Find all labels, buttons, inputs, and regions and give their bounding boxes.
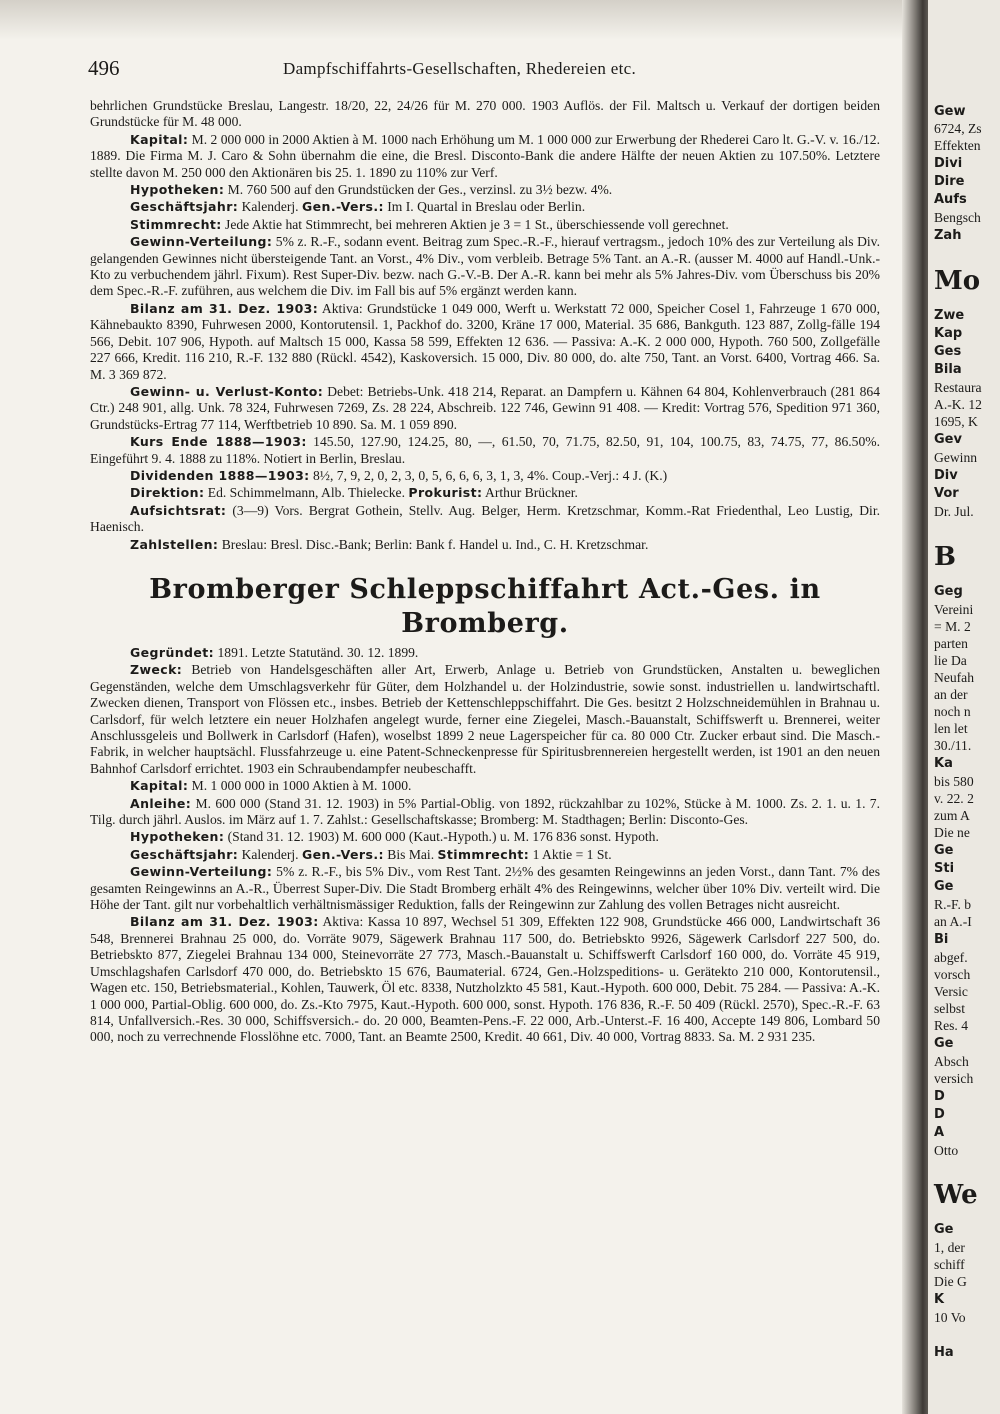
- label-gewinn-verteilung-2: Gewinn-Verteilung:: [130, 864, 273, 880]
- neighbor-line: an A.-I: [934, 914, 972, 929]
- text-bilanz-2: Aktiva: Kassa 10 897, Wechsel 51 309, Effekten 122 908, Grundstücke 466 000, Landwirtschaft 36 548, Brennerei Brahnau 25 000, do. Vorräte 9079, Sägewerk Brahnau 117 500, do. Betriebskto 9926, Sägewerk Carlsdorf 227 500, do. Betriebskto 877, Ziegelei Brahnau 134 000, Steinevorräte 27 773, Masch.-Bauanstalt u. Schiffswerft Carlsdorf 160 000, do. Vorräte 45 919, Umschlagshafen Carlsdorf 470 000, do. Betriebskto 15 676, Baumaterial. 6724, Gen.-Holzspeditions- u. Gerätekto 210 000, Kontorutensil., Wagen etc. 150, Betriebsmaterial., Kohlen, Tauwerk, Öl etc. 8338, Nutzholzkto 45 581, Kaut.-Hypoth. 600 000, Debit. 75 284. — Passiva: A.-K. 1 000 000, Partial-Oblig. 600 000, do. Zs.-Kto 7975, Kaut.-Hypoth. 600 000, sonst. Hypoth. 176 836, R.-F. 50 409 (Rückl. 2570), Spec.-R.-F. 63 814, Unfallversich.-Res. 30 000, Schiffsversich.- do. 20 000, Beamten-Pens.-F. 22 000, Arb.-Unterst.-F. 16 400, Accepte 149 806, Lombard 50 000, noch zu verrechnende Flosslöhne etc. 7000, Tant. an Beamte 2500, Kredit. 40 661, Div. 40 000, Vortrag 8833. Sa. M. 2 931 235.: [90, 914, 881, 1045]
- neighbor-line: len let: [934, 721, 968, 736]
- neighbor-line: bis 580: [934, 774, 974, 789]
- adjacent-page-edge: [928, 0, 1000, 1414]
- neighbor-line: D: [934, 1107, 945, 1122]
- page-body: [90, 98, 880, 1047]
- text-aufsichtsrat: (3—9) Vors. Bergrat Gothein, Stellv. Aug. Belger, Herm. Kretzschmar, Komm.-Rat Friedenthal, Leo Lustig, Dir. Haenisch.: [90, 502, 880, 535]
- text-hypotheken-2: (Stand 31. 12. 1903) M. 600 000 (Kaut.-Hypoth.) u. M. 176 836 sonst. Hypoth.: [227, 829, 659, 845]
- neighbor-line: Kap: [934, 326, 963, 341]
- paragraph-zahlstellen: [90, 537, 880, 553]
- neighbor-line: Effekten: [934, 138, 981, 153]
- label-prokurist: Prokurist:: [408, 485, 483, 501]
- neighbor-line: Die ne: [934, 825, 970, 840]
- text-geschaeftsjahr-2: Kalenderj.: [241, 846, 299, 862]
- neighbor-line: Vereini: [934, 602, 974, 617]
- neighbor-line: Mo: [934, 266, 981, 296]
- neighbor-line: Die G: [934, 1274, 967, 1289]
- neighbor-line: Ge: [934, 1036, 954, 1051]
- paragraph-aufsichtsrat: [90, 503, 880, 536]
- label-kapital-2: Kapital:: [130, 778, 189, 794]
- neighbor-line: Ges: [934, 344, 962, 359]
- neighbor-line: zum A: [934, 808, 970, 823]
- neighbor-line: schiff: [934, 1257, 965, 1272]
- neighbor-line: 30./11.: [934, 738, 972, 753]
- text-kapital-2: M. 1 000 000 in 1000 Aktien à M. 1000.: [191, 778, 412, 794]
- label-zweck: Zweck:: [130, 662, 183, 678]
- neighbor-line: D: [934, 1089, 945, 1104]
- label-gewinn-verteilung: Gewinn-Verteilung:: [130, 234, 273, 250]
- paragraph-gewinn-verteilung: [90, 234, 880, 300]
- paragraph-bilanz-2: [90, 914, 880, 1045]
- neighbor-line: Ge: [934, 1222, 954, 1237]
- neighbor-line: A: [934, 1125, 945, 1140]
- neighbor-line: Versic: [934, 984, 968, 999]
- neighbor-line: Zwe: [934, 308, 965, 323]
- neighbor-line: Absch: [934, 1054, 969, 1069]
- label-bilanz-2: Bilanz am 31. Dez. 1903:: [130, 914, 319, 930]
- paragraph-gewinn-verlust: [90, 384, 880, 433]
- neighbor-line: Zah: [934, 228, 962, 243]
- paragraph-stimmrecht: [90, 217, 880, 233]
- text-zweck: Betrieb von Handelsgeschäften aller Art, Erwerb, Anlage u. Betrieb von Grundstücken, Anstalten u. beweglichen Gegenständen, welche dem Umschlagsverkehr für Güter, dem Holzhandel u. der Holzindustrie, sowie sonst. industriellen u. landwirtschaftl. Zwecken dienen, Transport von Flössen etc., insbes. Betrieb der Kettenschleppschiffahrt. Die Ges. besitzt 2 Holzschneidemühlen in Brahnau u. Carlsdorf, für welch letztere ein neuer Holzhafen angelegt wurde, ferner eine Ziegelei, Masch.-Bauanstalt, Schiffswerft u. Brennerei, weiter Anschlussgeleis und Bollwerk in Carlsdorf (Hafen), woselbst 1899 2 neue Lagerspeicher für ca. 80 000 Ctr. Zucker erbaut sind. Die Masch.-Fabrik, in welcher hauptsächl. Flussfahrzeuge u. eine Patent-Schneckenpresse für Spiritusbrennereien hergestellt werden, ist 1901 an den neuen Bahnhof Carlsdorf errichtet. 1903 ein Schraubendampfer neubeschafft.: [90, 662, 880, 776]
- text-gewinn-verteilung: 5% z. R.-F., sodann event. Beitrag zum Spec.-R.-F., hierauf vertragsm., jedoch 10% des zur Verteilung als Div. gelangenden Gewinnes nicht übersteigende Tant. an Vorst., 4% Div., vom verbleib. Betrage 5% Tant. an A.-R. (ausser M. 4000 auf Handl.-Unk.-Kto zu verbuchendem jährl. Fixum). Rest Super-Div. bezw. nach G.-V.-B. Der A.-R. kann bei mehr als 5% Jahres-Div. vom Überschuss bis 20% dem Spec.-R.-F. zuführen, aus welchem die Div. im Fall bis auf 5% ergänzt werden kann.: [90, 234, 880, 299]
- text-direktion: Ed. Schimmelmann, Alb. Thielecke.: [207, 485, 405, 501]
- neighbor-line: Bengsch: [934, 210, 981, 225]
- neighbor-line: Vor: [934, 486, 959, 501]
- neighbor-line: Dire: [934, 174, 965, 189]
- text-gen-vers-2: Bis Mai.: [387, 846, 435, 862]
- neighbor-line: abgef.: [934, 950, 968, 965]
- text-anleihe: M. 600 000 (Stand 31. 12. 1903) in 5% Partial-Oblig. von 1892, rückzahlbar zu 102%, Stücke à M. 1000. Zs. 2. 1. u. 1. 7. Tilg. durch jährl. Auslos. im März auf 1. 7. Zahlst.: Gesellschaftskasse; Bromberg: M. Stadthagen; Berlin: Disconto-Ges.: [90, 795, 880, 828]
- label-gen-vers: Gen.-Vers.:: [301, 199, 384, 215]
- text-kapital: M. 2 000 000 in 2000 Aktien à M. 1000 nach Erhöhung um M. 1 000 000 zur Erwerbung der Rhederei Caro lt. G.-V. v. 16./12. 1889. Die Firma M. J. Caro & Sohn übernahm die eine, die Bresl. Disconto-Bank die andere Hälfte der neuen Aktien zu 107.50%. Letztere stellte davon M. 250 000 den Aktionären bis 25. 1. 1890 zu 110% zur Verf.: [90, 131, 880, 180]
- neighbor-line: Gev: [934, 432, 962, 447]
- paragraph-geschaeftsjahr: [90, 199, 880, 215]
- neighbor-line: Res. 4: [934, 1018, 968, 1033]
- text-stimmrecht: Jede Aktie hat Stimmrecht, bei mehreren Aktien je 3 = 1 St., überschiessende voll gerechnet.: [225, 216, 729, 232]
- book-gutter: [902, 0, 928, 1414]
- neighbor-line: 1, der: [934, 1240, 965, 1255]
- text-bilanz: Aktiva: Grundstücke 1 049 000, Werft u. Werkstatt 72 000, Speicher Cosel 1, Fahrzeuge 1 670 000, Kähnebaukto 8390, Fuhrwesen 2000, Kontorutensil. 1, Packhof do. 3200, Kräne 17 000, Material. 35 686, Bankguth. 123 887, Zollg-fälle 194 566, Debit. 107 906, Hypoth. auf Maltsch 15 000, Kassa 58 599, Effekten 12 636. — Passiva: A.-K. 2 000 000, Hypoth. 760 500, Zollgefälle 227 666, Kredit. 116 210, R.-F. 132 880 (Rückl. 4542), Kaskoversich. 15 000, Div. 80 000, do. alte 750, Tant. an Vorst. 6400, Vortrag 466. Sa. M. 3 369 872.: [90, 300, 881, 382]
- label-gen-vers-2: Gen.-Vers.:: [301, 846, 384, 862]
- paragraph-kurs: [90, 434, 880, 467]
- label-gewinn-verlust: Gewinn- u. Verlust-Konto:: [130, 383, 324, 399]
- neighbor-line: Ha: [934, 1345, 954, 1360]
- label-stimmrecht-2: Stimmrecht:: [437, 846, 530, 862]
- label-zahlstellen: Zahlstellen:: [130, 536, 219, 552]
- paragraph-gegruendet: [90, 645, 880, 661]
- label-hypotheken: Hypotheken:: [130, 182, 225, 198]
- paragraph-intro: behrlichen Grundstücke Breslau, Langestr. 18/20, 22, 24/26 für M. 270 000. 1903 Auflös. der Fil. Maltsch u. Verkauf der dortigen beiden Grundstücke für M. 48 000.: [90, 98, 880, 130]
- label-hypotheken-2: Hypotheken:: [130, 829, 225, 845]
- neighbor-line: 1695, K: [934, 414, 978, 429]
- neighbor-line: versich: [934, 1071, 974, 1086]
- page-header: [88, 56, 868, 84]
- label-stimmrecht: Stimmrecht:: [130, 216, 222, 232]
- neighbor-line: Divi: [934, 156, 963, 171]
- text-prokurist: Arthur Brückner.: [485, 485, 578, 501]
- neighbor-line: Neufah: [934, 670, 975, 685]
- text-gewinn-verlust: Debet: Betriebs-Unk. 418 214, Reparat. an Dampfern u. Kähnen 64 804, Kohlenverbrauch (281 864 Ctr.) 248 901, allg. Unk. 78 324, Fuhrwesen 7269, Zs. 28 224, Abschreib. 122 746, Gewinn 91 408. — Kredit: Vortrag 576, Spedition 971 360, Grundstücks-Ertrag 77 114, Werftbetrieb 10 890. Sa. M. 1 059 890.: [90, 383, 881, 432]
- neighbor-line: 10 Vo: [934, 1310, 966, 1325]
- neighbor-line: parten: [934, 636, 968, 651]
- paragraph-gewinn-verteilung-2: [90, 864, 880, 913]
- neighbor-line: Gew: [934, 104, 966, 119]
- neighbor-line: Ka: [934, 756, 953, 771]
- text-kurs: 145.50, 127.90, 124.25, 80, —, 61.50, 70, 71.75, 82.50, 91, 104, 100.75, 83, 74.75, 77, 86.50%. Eingeführt 9. 4. 1888 zu 118%. Notiert in Berlin, Breslau.: [90, 434, 880, 466]
- paragraph-dividenden: [90, 468, 880, 484]
- label-kurs: Kurs Ende 1888—1903:: [130, 434, 307, 450]
- neighbor-line: Aufs: [934, 192, 967, 207]
- scan-shadow: [0, 0, 915, 40]
- text-geschaeftsjahr: Kalenderj.: [241, 199, 299, 215]
- paragraph-kapital-2: [90, 778, 880, 794]
- text-stimmrecht-2: 1 Aktie = 1 St.: [532, 846, 612, 862]
- label-bilanz: Bilanz am 31. Dez. 1903:: [130, 300, 319, 316]
- running-head: Dampfschiffahrts-Gesellschaften, Rhedereien etc.: [283, 59, 636, 78]
- neighbor-line: Sti: [934, 861, 955, 876]
- neighbor-line: Ge: [934, 843, 954, 858]
- label-aufsichtsrat: Aufsichtsrat:: [130, 502, 227, 518]
- label-dividenden: Dividenden 1888—1903:: [130, 467, 310, 483]
- neighbor-line: Div: [934, 468, 958, 483]
- neighbor-line: A.-K. 12: [934, 397, 982, 412]
- text-gen-vers: Im I. Quartal in Breslau oder Berlin.: [387, 199, 586, 215]
- paragraph-hypotheken-2: [90, 829, 880, 845]
- neighbor-line: Bila: [934, 362, 962, 377]
- neighbor-line: vorsch: [934, 967, 971, 982]
- neighbor-line: Geg: [934, 584, 963, 599]
- paragraph-anleihe: [90, 796, 880, 829]
- neighbor-line: Bi: [934, 932, 949, 947]
- label-direktion: Direktion:: [130, 485, 205, 501]
- neighbor-line: lie Da: [934, 653, 967, 668]
- neighbor-line: = M. 2: [934, 619, 971, 634]
- label-geschaeftsjahr-2: Geschäftsjahr:: [130, 846, 239, 862]
- paragraph-direktion: [90, 485, 880, 501]
- text-zahlstellen: Breslau: Bresl. Disc.-Bank; Berlin: Bank f. Handel u. Ind., C. H. Kretzschmar.: [221, 536, 649, 552]
- neighbor-line: Restaura: [934, 380, 982, 395]
- paragraph-zweck: [90, 662, 880, 777]
- neighbor-line: Dr. Jul.: [934, 504, 974, 519]
- neighbor-line: an der: [934, 687, 968, 702]
- neighbor-line: We: [934, 1180, 978, 1210]
- neighbor-line: R.-F. b: [934, 897, 972, 912]
- neighbor-line: K: [934, 1292, 945, 1307]
- label-gegruendet: Gegründet:: [130, 644, 215, 660]
- label-geschaeftsjahr: Geschäftsjahr:: [130, 199, 239, 215]
- text-gegruendet: 1891. Letzte Statutänd. 30. 12. 1899.: [217, 644, 419, 660]
- label-anleihe: Anleihe:: [130, 795, 192, 811]
- paragraph-hypotheken: [90, 182, 880, 198]
- text-hypotheken: M. 760 500 auf den Grundstücken der Ges., verzinsl. zu 3½ bezw. 4%.: [227, 182, 613, 198]
- neighbor-line: v. 22. 2: [934, 791, 974, 806]
- neighbor-line: B: [934, 542, 956, 572]
- company-title: Bromberger Schleppschiffahrt Act.-Ges. in Bromberg.: [149, 573, 821, 639]
- text-dividenden: 8½, 7, 9, 2, 0, 2, 3, 0, 5, 6, 6, 6, 3, 1, 3, 4%. Coup.-Verj.: 4 J. (K.): [312, 467, 668, 483]
- paragraph-bilanz: [90, 301, 880, 383]
- neighbor-line: selbst: [934, 1001, 965, 1016]
- neighbor-line: Gewinn: [934, 450, 978, 465]
- paragraph-geschaeftsjahr-2: [90, 847, 880, 863]
- paragraph-kapital: [90, 132, 880, 181]
- page-number: 496: [88, 56, 120, 80]
- label-kapital: Kapital:: [130, 131, 189, 147]
- neighbor-line: Ge: [934, 879, 954, 894]
- neighbor-line: Otto: [934, 1143, 959, 1158]
- text-gewinn-verteilung-2: 5% z. R.-F., bis 5% Div., vom Rest Tant. 2½% des gesamten Reingewinns an jeden Vorst., dann Tant. 7% des gesamten Reingewinns an A.-R., Überrest Super-Div. Die Stadt Bromberg erhält 4% des Reingewinns, welcher über 10% Div. verteilt wird. Die Höhe der Tant. gilt nur vorbehaltlich verhältnismässiger Reduktion, falls der Reingewinn zur Zahlung des vollen Betrages nicht ausreicht.: [90, 864, 880, 913]
- neighbor-line: noch n: [934, 704, 971, 719]
- neighbor-line: 6724, Zs: [934, 121, 982, 136]
